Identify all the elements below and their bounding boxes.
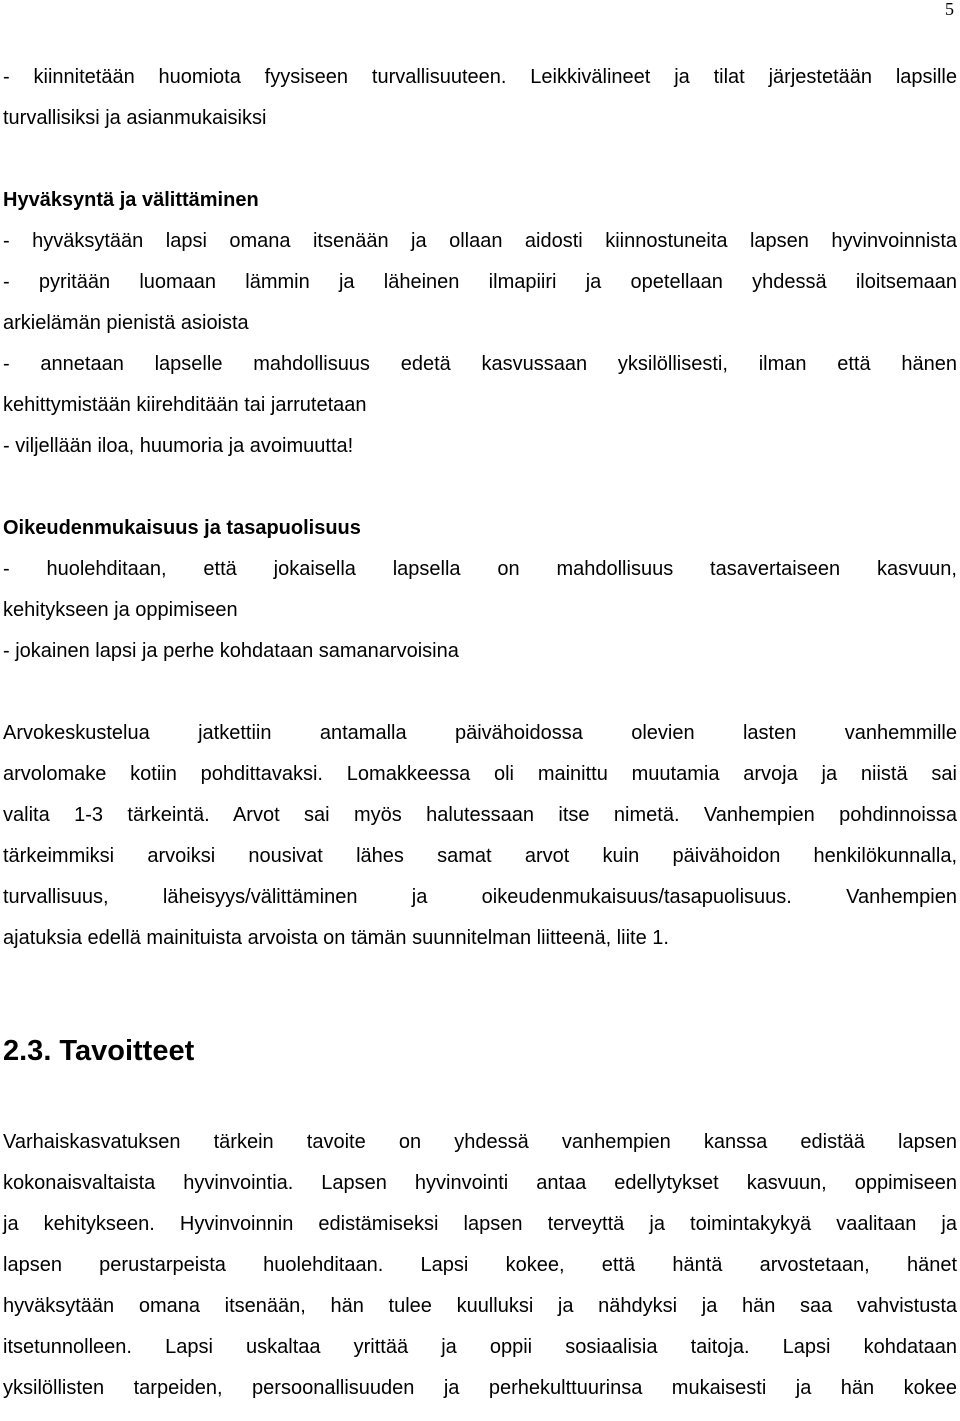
paragraph1-line-5: turvallisuus, läheisyys/välittäminen ja oikeudenmukaisuus/tasapuolisuus. Vanhempien: [3, 886, 957, 908]
section1-line-2: - pyritään luomaan lämmin ja läheinen ilmapiiri ja opetellaan yhdessä iloitsemaan: [3, 271, 957, 293]
section2-line-1: - huolehditaan, että jokaisella lapsella on mahdollisuus tasavertaiseen kasvuun,: [3, 558, 957, 580]
paragraph2-line-7: yksilöllisten tarpeiden, persoonallisuuden ja perhekulttuurinsa mukaisesti ja hän kokee: [3, 1377, 957, 1399]
paragraph1-line-6: ajatuksia edellä mainituista arvoista on tämän suunnitelman liitteenä, liite 1.: [3, 927, 669, 949]
paragraph2-line-3: ja kehitykseen. Hyvinvoinnin edistämiseksi lapsen terveyttä ja toimintakykyä vaalitaan ja: [3, 1213, 957, 1235]
section-title-fairness: Oikeudenmukaisuus ja tasapuolisuus: [3, 517, 361, 539]
section1-line-5: kehittymistään kiirehditään tai jarrutetaan: [3, 394, 367, 416]
section1-line-6: - viljellään iloa, huumoria ja avoimuutta!: [3, 435, 354, 457]
intro-line-1: - kiinnitetään huomiota fyysiseen turvallisuuteen. Leikkivälineet ja tilat järjestetään lapsille: [3, 66, 957, 88]
paragraph1-line-3: valita 1-3 tärkeintä. Arvot sai myös halutessaan itse nimetä. Vanhempien pohdinnoissa: [3, 804, 957, 826]
paragraph2-line-1: Varhaiskasvatuksen tärkein tavoite on yhdessä vanhempien kanssa edistää lapsen: [3, 1131, 957, 1153]
paragraph2-line-4: lapsen perustarpeista huolehditaan. Lapsi kokee, että häntä arvostetaan, hänet: [3, 1254, 957, 1276]
page-number: 5: [945, 0, 954, 19]
section-title-acceptance: Hyväksyntä ja välittäminen: [3, 189, 259, 211]
paragraph1-line-2: arvolomake kotiin pohdittavaksi. Lomakkeessa oli mainittu muutamia arvoja ja niistä sai: [3, 763, 957, 785]
section1-line-3: arkielämän pienistä asioista: [3, 312, 249, 334]
paragraph1-line-1: Arvokeskustelua jatkettiin antamalla päivähoidossa olevien lasten vanhemmille: [3, 722, 957, 744]
section-heading-goals: 2.3. Tavoitteet: [3, 1035, 195, 1067]
section1-line-1: - hyväksytään lapsi omana itsenään ja ollaan aidosti kiinnostuneita lapsen hyvinvoinnista: [3, 230, 957, 252]
paragraph2-line-2: kokonaisvaltaista hyvinvointia. Lapsen hyvinvointi antaa edellytykset kasvuun, oppimiseen: [3, 1172, 957, 1194]
section2-line-3: - jokainen lapsi ja perhe kohdataan samanarvoisina: [3, 640, 459, 662]
document-body: [3, 57, 957, 1409]
paragraph2-line-6: itsetunnolleen. Lapsi uskaltaa yrittää ja oppii sosiaalisia taitoja. Lapsi kohdataan: [3, 1336, 957, 1358]
section1-line-4: - annetaan lapselle mahdollisuus edetä kasvussaan yksilöllisesti, ilman että hänen: [3, 353, 957, 375]
paragraph2-line-5: hyväksytään omana itsenään, hän tulee kuulluksi ja nähdyksi ja hän saa vahvistusta: [3, 1295, 957, 1317]
paragraph1-line-4: tärkeimmiksi arvoiksi nousivat lähes samat arvot kuin päivähoidon henkilökunnalla,: [3, 845, 957, 867]
section2-line-2: kehitykseen ja oppimiseen: [3, 599, 238, 621]
intro-line-2: turvallisiksi ja asianmukaisiksi: [3, 107, 267, 129]
